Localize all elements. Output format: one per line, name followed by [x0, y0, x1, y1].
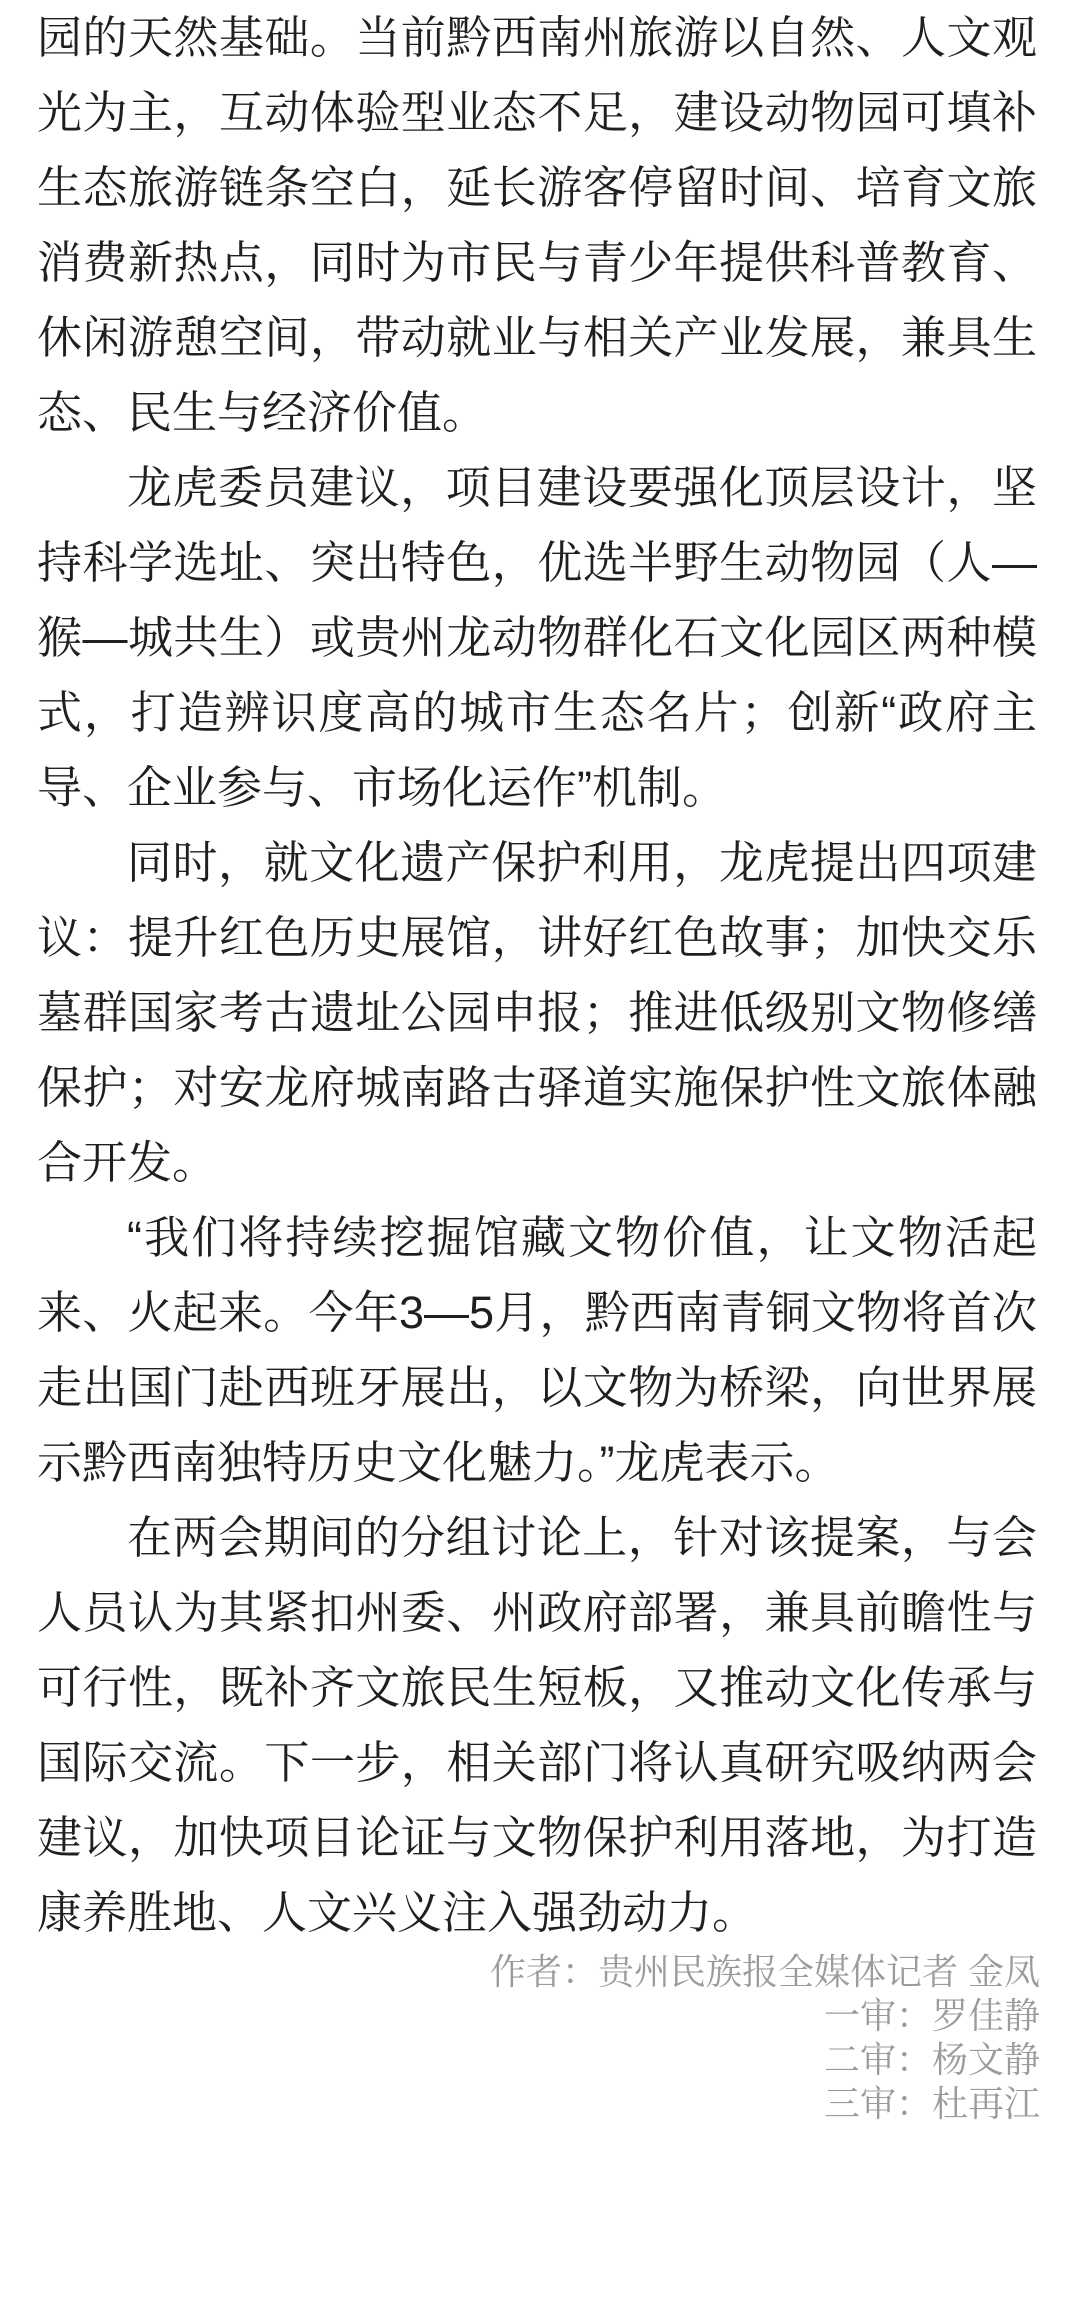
article-credits	[37, 1950, 1040, 2126]
article-paragraph: 在两会期间的分组讨论上，针对该提案，与会人员认为其紧扣州委、州政府部署，兼具前瞻性与可行性，既补齐文旅民生短板，又推动文化传承与国际交流。下一步，相关部门将认真研究吸纳两会建议，加快项目论证与文物保护利用落地，为打造康养胜地、人文兴义注入强劲动力。	[37, 1512, 1037, 1938]
article-paragraph: “我们将持续挖掘馆藏文物价值，让文物活起来、火起来。今年3—5月，黔西南青铜文物将首次走出国门赴西班牙展出，以文物为桥梁，向世界展示黔西南独特历史文化魅力。”龙虎表示。	[37, 1212, 1037, 1488]
article-paragraph: 龙虎委员建议，项目建设要强化顶层设计，坚持科学选址、突出特色，优选半野生动物园（人—猴—城共生）或贵州龙动物群化石文化园区两种模式，打造辨识度高的城市生态名片；创新“政府主导、企业参与、市场化运作”机制。	[37, 462, 1037, 813]
credit-line: 三审：杜再江	[823, 2083, 1040, 2124]
article-body	[37, 0, 1037, 1950]
credit-line: 一审：罗佳静	[823, 1995, 1040, 2036]
credit-line: 作者：贵州民族报全媒体记者 金凤	[489, 1951, 1040, 1992]
article-paragraph: 同时，就文化遗产保护利用，龙虎提出四项建议：提升红色历史展馆，讲好红色故事；加快交乐墓群国家考古遗址公园申报；推进低级别文物修缮保护；对安龙府城南路古驿道实施保护性文旅体融合开发。	[37, 837, 1037, 1188]
article-paragraph: 园的天然基础。当前黔西南州旅游以自然、人文观光为主，互动体验型业态不足，建设动物园可填补生态旅游链条空白，延长游客停留时间、培育文旅消费新热点，同时为市民与青少年提供科普教育、休闲游憩空间，带动就业与相关产业发展，兼具生态、民生与经济价值。	[37, 12, 1037, 438]
credit-line: 二审：杨文静	[823, 2039, 1040, 2080]
